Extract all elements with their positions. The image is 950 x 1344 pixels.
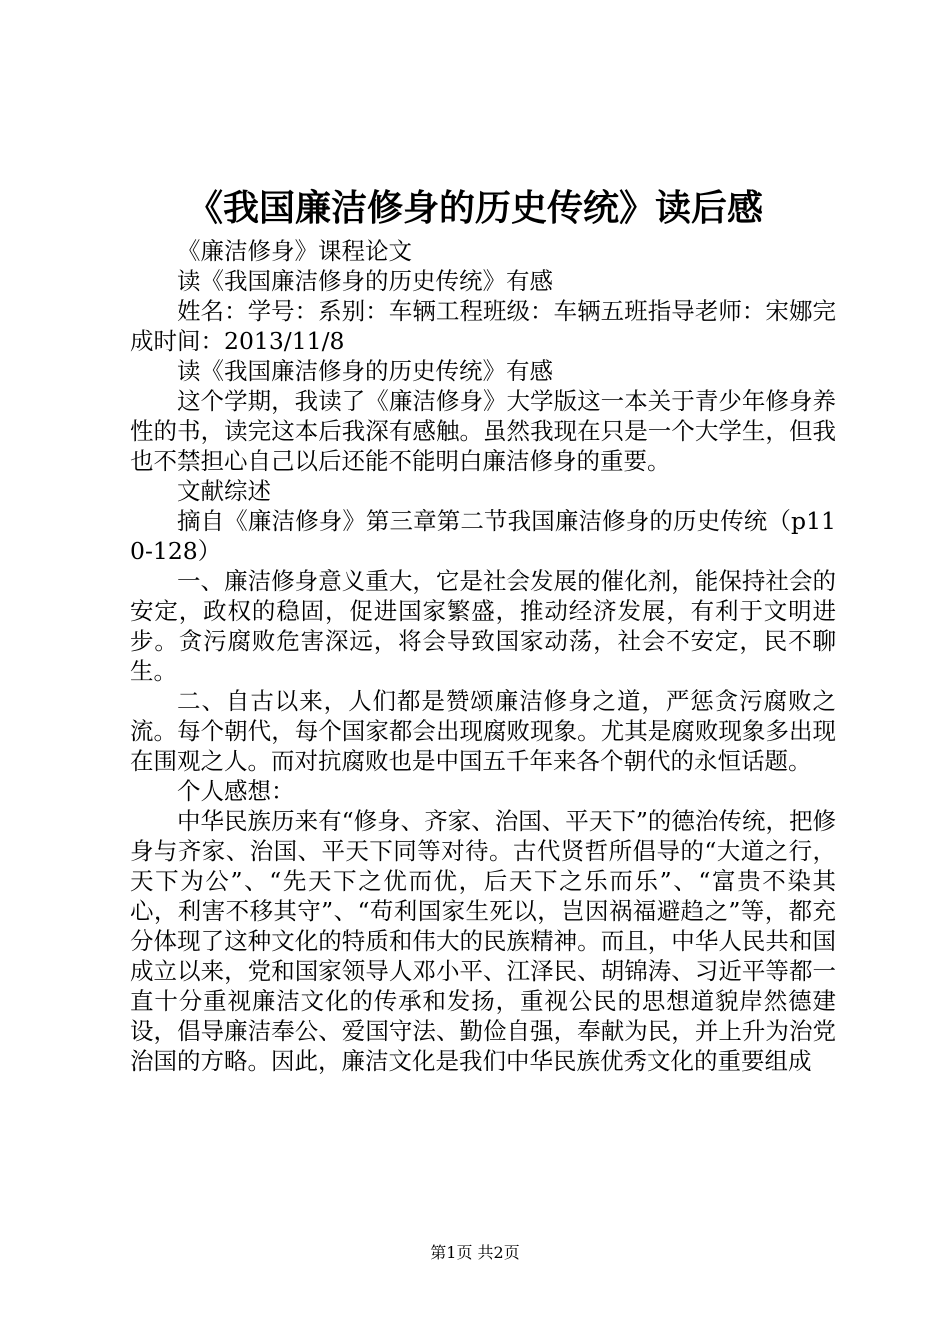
paragraph-heading-reflection: 个人感想： — [177, 777, 295, 805]
document-body — [130, 236, 836, 1076]
paragraph-course-paper: 《廉洁修身》课程论文 — [177, 237, 412, 265]
paragraph-excerpt-source: 摘自《廉洁修身》第三章第二节我国廉洁修身的历史传统（p110-128） — [130, 507, 836, 565]
paragraph-point-two: 二、自古以来，人们都是赞颂廉洁修身之道，严惩贪污腐败之流。每个朝代，每个国家都会出现腐败现象。尤其是腐败现象多出现在围观之人。而对抗腐败也是中国五千年来各个朝代的永恒话题。 — [130, 687, 836, 775]
paragraph-subtitle-repeat: 读《我国廉洁修身的历史传统》有感 — [177, 357, 553, 385]
paragraph-subtitle: 读《我国廉洁修身的历史传统》有感 — [177, 267, 553, 295]
paragraph-point-one: 一、廉洁修身意义重大，它是社会发展的催化剂，能保持社会的安定，政权的稳固，促进国家繁盛，推动经济发展，有利于文明进步。贪污腐败危害深远，将会导致国家动荡，社会不安定，民不聊生。 — [130, 567, 836, 685]
paragraph-heading-literature: 文献综述 — [177, 477, 271, 505]
page-footer: 第1页 共2页 — [430, 1243, 520, 1262]
paragraph-author-info: 姓名：学号：系别：车辆工程班级：车辆五班指导老师：宋娜完成时间：2013/11/8 — [130, 297, 836, 355]
paragraph-intro: 这个学期，我读了《廉洁修身》大学版这一本关于青少年修身养性的书，读完这本后我深有感触。虽然我现在只是一个大学生，但我也不禁担心自己以后还能不能明白廉洁修身的重要。 — [130, 387, 836, 475]
document-title: 《我国廉洁修身的历史传统》读后感 — [186, 187, 763, 229]
paragraph-reflection: 中华民族历来有“修身、齐家、治国、平天下”的德治传统，把修身与齐家、治国、平天下同等对待。古代贤哲所倡导的“大道之行，天下为公”、“先天下之优而优，后天下之乐而乐”、“富贵不染其心，利害不移其守”、“苟利国家生死以，岂因祸福避趋之”等，都充分体现了这种文化的特质和伟大的民族精神。而且，中华人民共和国成立以来，党和国家领导人邓小平、江泽民、胡锦涛、习近平等都一直十分重视廉洁文化的传承和发扬，重视公民的思想道貌岸然德建设，倡导廉洁奉公、爱国守法、勤俭自强，奉献为民，并上升为治党治国的方略。因此，廉洁文化是我们中华民族优秀文化的重要组成 — [130, 807, 836, 1075]
